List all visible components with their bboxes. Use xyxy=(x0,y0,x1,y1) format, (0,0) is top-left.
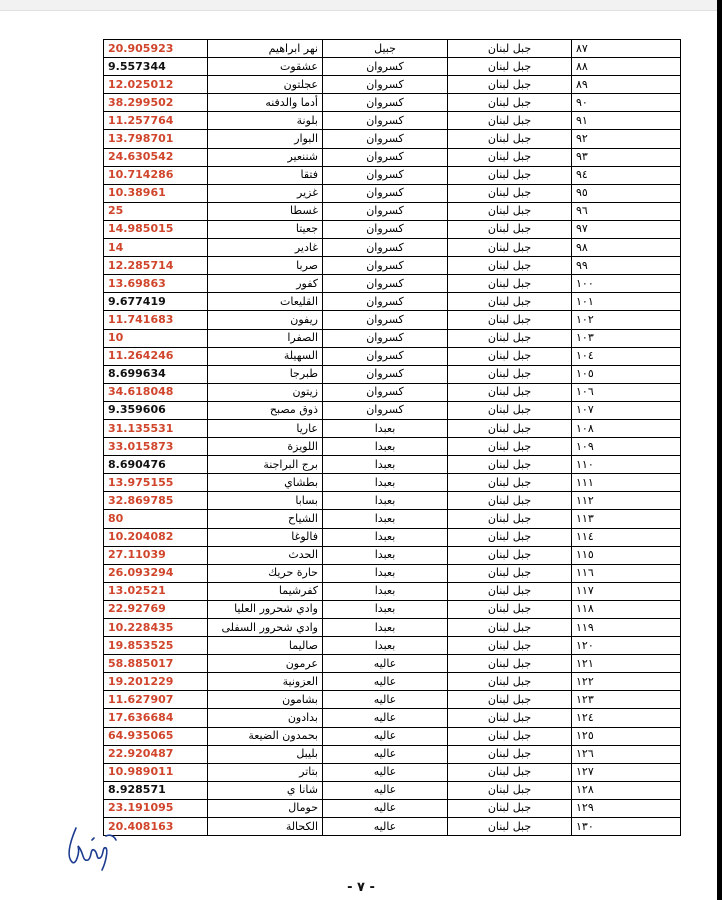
row-number-cell: ١١٨ xyxy=(572,600,681,618)
value-cell: 23.191095 xyxy=(104,799,208,817)
village-cell: صاليما xyxy=(208,637,323,655)
governorate-cell: جبل لبنان xyxy=(448,510,572,528)
value-cell: 17.636684 xyxy=(104,709,208,727)
row-number-cell: ١٠٨ xyxy=(572,419,681,437)
row-number-cell: ١١٥ xyxy=(572,546,681,564)
governorate-cell: جبل لبنان xyxy=(448,329,572,347)
village-cell: الشياح xyxy=(208,510,323,528)
row-number-cell: ١٢٨ xyxy=(572,781,681,799)
table-row xyxy=(104,94,681,112)
table-row xyxy=(104,239,681,257)
value-cell: 20.408163 xyxy=(104,818,208,836)
caza-cell: بعبدا xyxy=(323,419,448,437)
village-cell: بسابا xyxy=(208,492,323,510)
caza-cell: كسروان xyxy=(323,293,448,311)
village-cell: غزير xyxy=(208,184,323,202)
row-number-cell: ٩٠ xyxy=(572,94,681,112)
governorate-cell: جبل لبنان xyxy=(448,383,572,401)
value-cell: 25 xyxy=(104,202,208,220)
caza-cell: كسروان xyxy=(323,184,448,202)
row-number-cell: ٨٩ xyxy=(572,76,681,94)
caza-cell: بعبدا xyxy=(323,546,448,564)
caza-cell: جبيل xyxy=(323,40,448,58)
caza-cell: كسروان xyxy=(323,202,448,220)
value-cell: 8.699634 xyxy=(104,365,208,383)
row-number-cell: ١٠٤ xyxy=(572,347,681,365)
value-cell: 10 xyxy=(104,329,208,347)
governorate-cell: جبل لبنان xyxy=(448,275,572,293)
table-row xyxy=(104,691,681,709)
row-number-cell: ١١٠ xyxy=(572,456,681,474)
value-cell: 11.257764 xyxy=(104,112,208,130)
value-cell: 11.264246 xyxy=(104,347,208,365)
caza-cell: كسروان xyxy=(323,239,448,257)
value-cell: 12.025012 xyxy=(104,76,208,94)
governorate-cell: جبل لبنان xyxy=(448,257,572,275)
table-row xyxy=(104,510,681,528)
value-cell: 26.093294 xyxy=(104,564,208,582)
governorate-cell: جبل لبنان xyxy=(448,40,572,58)
table-row xyxy=(104,76,681,94)
table-row xyxy=(104,419,681,437)
table-row xyxy=(104,438,681,456)
governorate-cell: جبل لبنان xyxy=(448,546,572,564)
governorate-cell: جبل لبنان xyxy=(448,239,572,257)
governorate-cell: جبل لبنان xyxy=(448,564,572,582)
governorate-cell: جبل لبنان xyxy=(448,456,572,474)
table-row xyxy=(104,293,681,311)
caza-cell: عاليه xyxy=(323,673,448,691)
village-cell: كفرشيما xyxy=(208,582,323,600)
value-cell: 10.228435 xyxy=(104,619,208,637)
row-number-cell: ١٢٦ xyxy=(572,745,681,763)
row-number-cell: ٩٦ xyxy=(572,202,681,220)
village-cell: حارة حريك xyxy=(208,564,323,582)
table-row xyxy=(104,257,681,275)
village-cell: بتاتر xyxy=(208,763,323,781)
row-number-cell: ١٢٧ xyxy=(572,763,681,781)
village-cell: حومال xyxy=(208,799,323,817)
value-cell: 11.741683 xyxy=(104,311,208,329)
row-number-cell: ١٠٠ xyxy=(572,275,681,293)
row-number-cell: ١٢٩ xyxy=(572,799,681,817)
governorate-cell: جبل لبنان xyxy=(448,311,572,329)
caza-cell: كسروان xyxy=(323,365,448,383)
village-cell: الصفرا xyxy=(208,329,323,347)
caza-cell: عاليه xyxy=(323,691,448,709)
governorate-cell: جبل لبنان xyxy=(448,528,572,546)
table-row xyxy=(104,600,681,618)
table-row xyxy=(104,347,681,365)
caza-cell: كسروان xyxy=(323,94,448,112)
village-cell: عاريا xyxy=(208,419,323,437)
village-cell: طبرجا xyxy=(208,365,323,383)
village-cell: صربا xyxy=(208,257,323,275)
table-row xyxy=(104,112,681,130)
table-body xyxy=(104,40,681,836)
caza-cell: بعبدا xyxy=(323,637,448,655)
governorate-cell: جبل لبنان xyxy=(448,655,572,673)
governorate-cell: جبل لبنان xyxy=(448,582,572,600)
row-number-cell: ٩٩ xyxy=(572,257,681,275)
caza-cell: كسروان xyxy=(323,220,448,238)
row-number-cell: ١١١ xyxy=(572,474,681,492)
row-number-cell: ١١٣ xyxy=(572,510,681,528)
governorate-cell: جبل لبنان xyxy=(448,799,572,817)
row-number-cell: ١٠٦ xyxy=(572,383,681,401)
value-cell: 19.201229 xyxy=(104,673,208,691)
value-cell: 80 xyxy=(104,510,208,528)
governorate-cell: جبل لبنان xyxy=(448,401,572,419)
caza-cell: كسروان xyxy=(323,347,448,365)
value-cell: 34.618048 xyxy=(104,383,208,401)
village-cell: القليعات xyxy=(208,293,323,311)
value-cell: 58.885017 xyxy=(104,655,208,673)
value-cell: 64.935065 xyxy=(104,727,208,745)
governorate-cell: جبل لبنان xyxy=(448,365,572,383)
village-cell: وادي شحرور العليا xyxy=(208,600,323,618)
village-cell: بدادون xyxy=(208,709,323,727)
governorate-cell: جبل لبنان xyxy=(448,818,572,836)
table-row xyxy=(104,166,681,184)
row-number-cell: ٩٧ xyxy=(572,220,681,238)
village-cell: اللويزة xyxy=(208,438,323,456)
value-cell: 9.557344 xyxy=(104,58,208,76)
table-row xyxy=(104,401,681,419)
governorate-cell: جبل لبنان xyxy=(448,600,572,618)
table-row xyxy=(104,365,681,383)
caza-cell: بعبدا xyxy=(323,600,448,618)
table-row xyxy=(104,58,681,76)
governorate-cell: جبل لبنان xyxy=(448,293,572,311)
row-number-cell: ٩٥ xyxy=(572,184,681,202)
governorate-cell: جبل لبنان xyxy=(448,94,572,112)
value-cell: 13.02521 xyxy=(104,582,208,600)
row-number-cell: ١٢٠ xyxy=(572,637,681,655)
row-number-cell: ٩٨ xyxy=(572,239,681,257)
value-cell: 38.299502 xyxy=(104,94,208,112)
value-cell: 31.135531 xyxy=(104,419,208,437)
value-cell: 8.928571 xyxy=(104,781,208,799)
caza-cell: كسروان xyxy=(323,148,448,166)
governorate-cell: جبل لبنان xyxy=(448,347,572,365)
value-cell: 19.853525 xyxy=(104,637,208,655)
row-number-cell: ١١٦ xyxy=(572,564,681,582)
village-cell: العزونية xyxy=(208,673,323,691)
row-number-cell: ١٢٥ xyxy=(572,727,681,745)
caza-cell: بعبدا xyxy=(323,438,448,456)
caza-cell: كسروان xyxy=(323,58,448,76)
table-row xyxy=(104,745,681,763)
village-cell: بلونة xyxy=(208,112,323,130)
village-cell: نهر ابراهيم xyxy=(208,40,323,58)
caza-cell: كسروان xyxy=(323,329,448,347)
table-row xyxy=(104,799,681,817)
value-cell: 10.989011 xyxy=(104,763,208,781)
governorate-cell: جبل لبنان xyxy=(448,691,572,709)
value-cell: 32.869785 xyxy=(104,492,208,510)
row-number-cell: ٩٤ xyxy=(572,166,681,184)
page-top-edge xyxy=(0,0,722,11)
governorate-cell: جبل لبنان xyxy=(448,438,572,456)
row-number-cell: ١٠١ xyxy=(572,293,681,311)
villages-table xyxy=(103,39,681,836)
signature-image xyxy=(62,822,120,874)
village-cell: السهيلة xyxy=(208,347,323,365)
page-number: - ٧ - xyxy=(347,880,375,895)
row-number-cell: ١٣٠ xyxy=(572,818,681,836)
caza-cell: بعبدا xyxy=(323,619,448,637)
governorate-cell: جبل لبنان xyxy=(448,474,572,492)
table-row xyxy=(104,148,681,166)
governorate-cell: جبل لبنان xyxy=(448,184,572,202)
caza-cell: عاليه xyxy=(323,709,448,727)
village-cell: شننعير xyxy=(208,148,323,166)
value-cell: 12.285714 xyxy=(104,257,208,275)
row-number-cell: ٩١ xyxy=(572,112,681,130)
village-cell: بليبل xyxy=(208,745,323,763)
row-number-cell: ١٠٩ xyxy=(572,438,681,456)
row-number-cell: ١١٤ xyxy=(572,528,681,546)
table-row xyxy=(104,184,681,202)
governorate-cell: جبل لبنان xyxy=(448,492,572,510)
governorate-cell: جبل لبنان xyxy=(448,763,572,781)
row-number-cell: ١٢٤ xyxy=(572,709,681,727)
caza-cell: بعبدا xyxy=(323,510,448,528)
value-cell: 14 xyxy=(104,239,208,257)
table-row xyxy=(104,311,681,329)
caza-cell: كسروان xyxy=(323,257,448,275)
caza-cell: كسروان xyxy=(323,166,448,184)
row-number-cell: ١١٢ xyxy=(572,492,681,510)
village-cell: بطشاي xyxy=(208,474,323,492)
row-number-cell: ١٢٢ xyxy=(572,673,681,691)
village-cell: ذوق مصبح xyxy=(208,401,323,419)
table-row xyxy=(104,582,681,600)
caza-cell: عاليه xyxy=(323,727,448,745)
governorate-cell: جبل لبنان xyxy=(448,148,572,166)
governorate-cell: جبل لبنان xyxy=(448,58,572,76)
caza-cell: كسروان xyxy=(323,275,448,293)
value-cell: 27.11039 xyxy=(104,546,208,564)
page-side-edge xyxy=(717,0,722,900)
caza-cell: كسروان xyxy=(323,401,448,419)
table-row xyxy=(104,492,681,510)
row-number-cell: ٨٨ xyxy=(572,58,681,76)
table-row xyxy=(104,329,681,347)
village-cell: زيتون xyxy=(208,383,323,401)
value-cell: 9.359606 xyxy=(104,401,208,419)
village-cell: غسطا xyxy=(208,202,323,220)
village-cell: ريفون xyxy=(208,311,323,329)
village-cell: الحدث xyxy=(208,546,323,564)
row-number-cell: ١٠٥ xyxy=(572,365,681,383)
value-cell: 10.204082 xyxy=(104,528,208,546)
governorate-cell: جبل لبنان xyxy=(448,202,572,220)
governorate-cell: جبل لبنان xyxy=(448,745,572,763)
caza-cell: بعبدا xyxy=(323,564,448,582)
caza-cell: عاليه xyxy=(323,799,448,817)
caza-cell: بعبدا xyxy=(323,456,448,474)
village-cell: غادير xyxy=(208,239,323,257)
caza-cell: عاليه xyxy=(323,781,448,799)
caza-cell: عاليه xyxy=(323,745,448,763)
row-number-cell: ١١٩ xyxy=(572,619,681,637)
governorate-cell: جبل لبنان xyxy=(448,419,572,437)
table-row xyxy=(104,637,681,655)
village-cell: بحمدون الضيعة xyxy=(208,727,323,745)
value-cell: 10.38961 xyxy=(104,184,208,202)
governorate-cell: جبل لبنان xyxy=(448,619,572,637)
caza-cell: كسروان xyxy=(323,383,448,401)
village-cell: أدما والدفنه xyxy=(208,94,323,112)
table-row xyxy=(104,727,681,745)
table-row xyxy=(104,655,681,673)
value-cell: 13.975155 xyxy=(104,474,208,492)
governorate-cell: جبل لبنان xyxy=(448,709,572,727)
caza-cell: كسروان xyxy=(323,76,448,94)
caza-cell: بعبدا xyxy=(323,528,448,546)
caza-cell: كسروان xyxy=(323,112,448,130)
table-row xyxy=(104,130,681,148)
table-row xyxy=(104,564,681,582)
value-cell: 22.920487 xyxy=(104,745,208,763)
village-cell: شانا ي xyxy=(208,781,323,799)
table-row xyxy=(104,275,681,293)
caza-cell: بعبدا xyxy=(323,582,448,600)
value-cell: 22.92769 xyxy=(104,600,208,618)
value-cell: 24.630542 xyxy=(104,148,208,166)
table-row xyxy=(104,781,681,799)
governorate-cell: جبل لبنان xyxy=(448,727,572,745)
value-cell: 10.714286 xyxy=(104,166,208,184)
caza-cell: كسروان xyxy=(323,311,448,329)
table-row xyxy=(104,673,681,691)
value-cell: 20.905923 xyxy=(104,40,208,58)
caza-cell: بعبدا xyxy=(323,492,448,510)
row-number-cell: ٩٣ xyxy=(572,148,681,166)
governorate-cell: جبل لبنان xyxy=(448,637,572,655)
table-row xyxy=(104,220,681,238)
value-cell: 14.985015 xyxy=(104,220,208,238)
row-number-cell: ١٠٢ xyxy=(572,311,681,329)
row-number-cell: ٨٧ xyxy=(572,40,681,58)
value-cell: 33.015873 xyxy=(104,438,208,456)
caza-cell: عاليه xyxy=(323,818,448,836)
village-cell: البوار xyxy=(208,130,323,148)
row-number-cell: ١١٧ xyxy=(572,582,681,600)
governorate-cell: جبل لبنان xyxy=(448,781,572,799)
table-row xyxy=(104,546,681,564)
governorate-cell: جبل لبنان xyxy=(448,166,572,184)
village-cell: عرمون xyxy=(208,655,323,673)
caza-cell: عاليه xyxy=(323,763,448,781)
governorate-cell: جبل لبنان xyxy=(448,76,572,94)
table-row xyxy=(104,383,681,401)
table-row xyxy=(104,763,681,781)
caza-cell: بعبدا xyxy=(323,474,448,492)
row-number-cell: ٩٢ xyxy=(572,130,681,148)
row-number-cell: ١٢١ xyxy=(572,655,681,673)
governorate-cell: جبل لبنان xyxy=(448,112,572,130)
value-cell: 13.69863 xyxy=(104,275,208,293)
village-cell: بشامون xyxy=(208,691,323,709)
row-number-cell: ١٠٧ xyxy=(572,401,681,419)
value-cell: 8.690476 xyxy=(104,456,208,474)
village-cell: الكحالة xyxy=(208,818,323,836)
caza-cell: كسروان xyxy=(323,130,448,148)
table-row xyxy=(104,40,681,58)
village-cell: عجلتون xyxy=(208,76,323,94)
governorate-cell: جبل لبنان xyxy=(448,220,572,238)
village-cell: جعيتا xyxy=(208,220,323,238)
table-row xyxy=(104,474,681,492)
value-cell: 11.627907 xyxy=(104,691,208,709)
caza-cell: عاليه xyxy=(323,655,448,673)
table-row xyxy=(104,528,681,546)
value-cell: 9.677419 xyxy=(104,293,208,311)
village-cell: فتقا xyxy=(208,166,323,184)
village-cell: وادي شحرور السفلى xyxy=(208,619,323,637)
value-cell: 13.798701 xyxy=(104,130,208,148)
table-row xyxy=(104,456,681,474)
governorate-cell: جبل لبنان xyxy=(448,130,572,148)
table-row xyxy=(104,818,681,836)
governorate-cell: جبل لبنان xyxy=(448,673,572,691)
table-row xyxy=(104,619,681,637)
row-number-cell: ١٠٣ xyxy=(572,329,681,347)
table-row xyxy=(104,709,681,727)
table-row xyxy=(104,202,681,220)
village-cell: كفور xyxy=(208,275,323,293)
village-cell: فالوغا xyxy=(208,528,323,546)
village-cell: برج البراجنة xyxy=(208,456,323,474)
row-number-cell: ١٢٣ xyxy=(572,691,681,709)
village-cell: عشقوت xyxy=(208,58,323,76)
